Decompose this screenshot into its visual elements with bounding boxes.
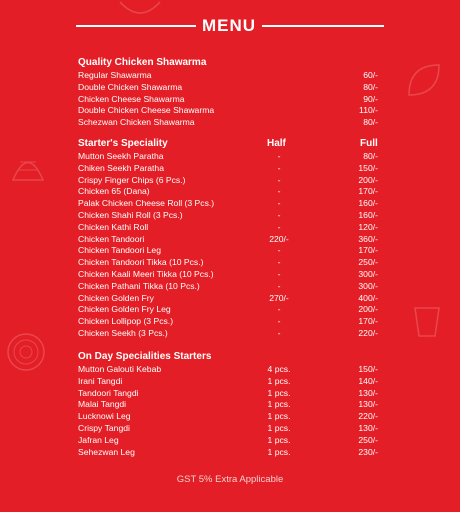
item-price: 160/- [358, 198, 378, 209]
item-half-price: - [277, 316, 281, 327]
page-title: MENU [201, 16, 257, 35]
item-quantity: 1 pcs. [267, 411, 291, 422]
item-price: 220/- [358, 327, 378, 338]
half-column-header: Half [267, 138, 286, 149]
item-half-price: - [277, 221, 281, 232]
item-name: Mutton Seekh Paratha [78, 151, 164, 161]
menu-row [0, 222, 460, 234]
item-quantity: 1 pcs. [267, 399, 291, 410]
item-half-price: - [277, 174, 281, 185]
item-price: 170/- [358, 245, 378, 256]
item-half-price: 220/- [269, 233, 289, 244]
menu-row [0, 316, 460, 328]
item-name: Chicken Kaali Meeri Tikka (10 Pcs.) [78, 268, 214, 279]
menu-row [0, 163, 460, 175]
item-price: 250/- [358, 434, 378, 445]
item-name: Chiken Seekh Paratha [78, 162, 164, 173]
item-price: 360/- [358, 233, 378, 244]
menu-row [0, 94, 460, 106]
item-name: Mutton Galouti Kebab [78, 364, 162, 374]
item-price: 90/- [363, 93, 378, 104]
item-half-price: - [277, 198, 281, 209]
menu-row [0, 364, 460, 376]
menu-row [0, 376, 460, 388]
item-name: Schezwan Chicken Shawarma [78, 117, 195, 128]
item-price: 150/- [358, 162, 378, 173]
menu-row [0, 82, 460, 94]
item-price: 150/- [358, 364, 378, 374]
item-price: 110/- [359, 105, 378, 116]
menu-row [0, 257, 460, 269]
item-name: Double Chicken Cheese Shawarma [78, 105, 215, 116]
item-name: Chicken Lollipop (3 Pcs.) [78, 316, 174, 327]
item-name: Chicken Tandoori [78, 233, 145, 244]
item-name: Chicken Golden Fry [78, 292, 154, 303]
header-divider-right [262, 25, 384, 27]
item-quantity: 1 pcs. [267, 434, 291, 445]
item-price: 300/- [358, 280, 378, 291]
item-price: 400/- [358, 292, 378, 303]
menu-row [0, 304, 460, 316]
item-name: Crispy Finger Chips (6 Pcs.) [78, 174, 186, 185]
item-half-price: - [277, 245, 281, 256]
section-header [0, 137, 460, 151]
item-name: Malai Tangdi [78, 399, 127, 410]
item-price: 80/- [363, 117, 378, 128]
item-name: Chicken Tandoori Leg [78, 245, 161, 256]
section-header [0, 350, 460, 364]
item-price: 130/- [358, 399, 378, 410]
item-half-price: - [277, 162, 281, 173]
item-half-price: - [277, 304, 281, 315]
item-half-price: - [277, 280, 281, 291]
item-quantity: 4 pcs. [267, 364, 291, 374]
menu-row [0, 269, 460, 281]
item-price: 170/- [358, 316, 378, 327]
menu-row [0, 399, 460, 411]
item-half-price: - [277, 186, 281, 197]
item-name: Jafran Leg [78, 434, 119, 445]
item-name: Tandoori Tangdi [78, 387, 139, 398]
header-divider-left [76, 25, 196, 27]
item-price: 60/- [363, 70, 378, 80]
item-name: Chicken Cheese Shawarma [78, 93, 185, 104]
menu-row [0, 411, 460, 423]
item-quantity: 1 pcs. [267, 446, 291, 457]
item-name: Lucknowi Leg [78, 411, 131, 422]
menu-row [0, 151, 460, 163]
section-title: On Day Specialities Starters [78, 351, 212, 362]
item-price: 300/- [358, 268, 378, 279]
item-price: 80/- [363, 151, 378, 161]
item-half-price: - [277, 151, 281, 161]
item-name: Sehezwan Leg [78, 446, 135, 457]
menu-row [0, 245, 460, 257]
item-name: Chicken Golden Fry Leg [78, 304, 171, 315]
item-price: 230/- [358, 446, 378, 457]
menu-row [0, 281, 460, 293]
section-header [0, 56, 460, 70]
menu-header [0, 14, 460, 38]
item-name: Chicken Seekh (3 Pcs.) [78, 327, 168, 338]
menu-row [0, 328, 460, 340]
item-half-price: - [277, 268, 281, 279]
item-half-price: 270/- [269, 292, 289, 303]
item-name: Chicken Kathi Roll [78, 221, 149, 232]
item-price: 170/- [358, 186, 378, 197]
menu-row [0, 210, 460, 222]
section-title: Quality Chicken Shawarma [78, 57, 207, 68]
menu-row [0, 117, 460, 129]
item-quantity: 1 pcs. [267, 387, 291, 398]
item-name: Chicken 65 (Dana) [78, 186, 150, 197]
menu-row [0, 186, 460, 198]
item-half-price: - [277, 257, 281, 268]
item-price: 130/- [358, 422, 378, 433]
item-price: 120/- [358, 221, 378, 232]
menu-row [0, 175, 460, 187]
menu-row [0, 70, 460, 82]
item-price: 250/- [358, 257, 378, 268]
item-name: Irani Tangdi [78, 375, 123, 386]
item-price: 200/- [358, 304, 378, 315]
item-quantity: 1 pcs. [267, 375, 291, 386]
menu-row [0, 423, 460, 435]
menu-row [0, 234, 460, 246]
menu-row [0, 447, 460, 459]
item-name: Chicken Tandoori Tikka (10 Pcs.) [78, 257, 204, 268]
item-half-price: - [277, 209, 281, 220]
item-name: Chicken Shahi Roll (3 Pcs.) [78, 209, 183, 220]
section-on-day-specialities [0, 350, 460, 458]
item-half-price: - [277, 327, 281, 338]
item-price: 200/- [358, 174, 378, 185]
item-price: 80/- [363, 81, 378, 92]
menu-row [0, 293, 460, 305]
menu-row [0, 388, 460, 400]
item-name: Palak Chicken Cheese Roll (3 Pcs.) [78, 198, 215, 209]
menu-row [0, 435, 460, 447]
item-name: Crispy Tangdi [78, 422, 130, 433]
section-quality-chicken-shawarma [0, 56, 460, 129]
section-title: Starter's Speciality [78, 138, 168, 149]
item-name: Chicken Pathani Tikka (10 Pcs.) [78, 280, 200, 291]
item-name: Regular Shawarma [78, 70, 152, 80]
item-price: 130/- [358, 387, 378, 398]
item-price: 160/- [358, 209, 378, 220]
item-name: Double Chicken Shawarma [78, 81, 183, 92]
full-column-header: Full [360, 138, 378, 149]
menu-row [0, 105, 460, 117]
section-starters-speciality [0, 137, 460, 340]
gst-note: GST 5% Extra Applicable [176, 474, 284, 485]
item-quantity: 1 pcs. [267, 422, 291, 433]
item-price: 140/- [358, 375, 378, 386]
menu-row [0, 198, 460, 210]
item-price: 220/- [358, 411, 378, 422]
